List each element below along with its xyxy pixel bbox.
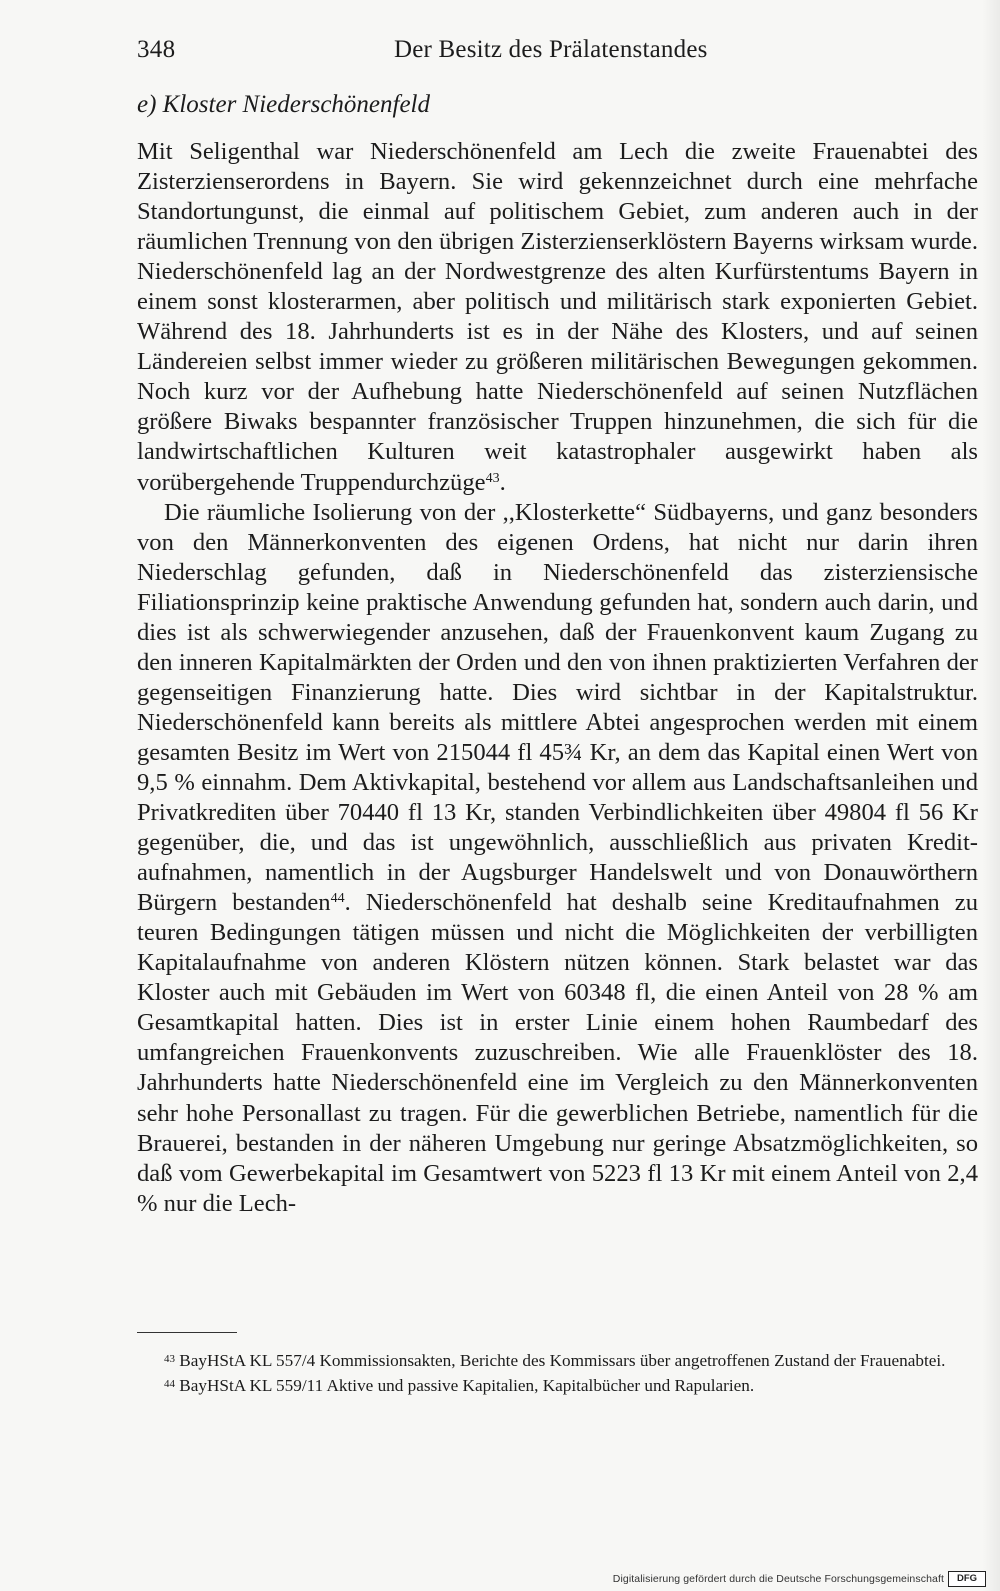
footnote-text: BayHStA KL 557/4 Kommissionsakten, Berichte des Kommissars über angetroffenen Zustand der Frauenabtei. xyxy=(175,1351,946,1370)
footnote xyxy=(137,1348,978,1373)
dfg-logo: DFG xyxy=(948,1571,986,1587)
footnote-separator xyxy=(137,1332,237,1333)
body-text xyxy=(137,137,978,1219)
page-number: 348 xyxy=(137,36,176,63)
paragraph-text-continued: . Niederschönenfeld hat deshalb seine Kreditaufnahmen zu teuren Bedingungen tätigen müssen und nicht die Möglichkeiten der verbilligten Kapitalaufnahme von anderen Klöstern nützen können. Stark belastet war das Kloster auch mit Gebäuden im Wert von 60348 fl, die einen Anteil von 28 % am Gesamtkapital hatten. Dies ist in erster Linie einem hohen Raumbedarf des umfangreichen Frauenkonvents zuzuschreiben. Wie alle Frauenklöster des 18. Jahrhunderts hatte Niederschönenfeld eine im Vergleich zu den Männerkonventen sehr hohe Personallast zu tragen. Für die gewerblichen Betriebe, namentlich für die Brauerei, bestanden in der näheren Umgebung nur geringe Absatzmöglichkeiten, so daß vom Gewerbekapital im Gesamtwert von 5223 fl 13 Kr mit einem Anteil von 2,4 % nur die Lech- xyxy=(137,889,978,1217)
footnote-number: 44 xyxy=(164,1378,175,1390)
paragraph xyxy=(137,498,978,1219)
digitization-notice: Digitalisierung gefördert durch die Deutsche Forschungsgemeinschaft xyxy=(612,1573,944,1585)
footnote-reference: 43 xyxy=(485,470,500,486)
footnote-number: 43 xyxy=(164,1353,175,1365)
section-heading: e) Kloster Niederschönenfeld xyxy=(137,91,430,118)
paragraph-text: Mit Seligenthal war Niederschönenfeld am Lech die zweite Frauenabtei des Zisterzienserordens in Bayern. Sie wird gekennzeichnet durch eine mehrfache Standortungunst, die einmal auf politischem Gebiet, zum anderen auch in der räumlichen Trennung von den übrigen Zisterzienserklöstern Bayerns wirksam wurde. Niederschönenfeld lag an der Nordwestgrenze des alten Kurfürstentums Bayern in einem sonst klosterarmen, aber politisch und militärisch stark exponierten Gebiet. Während des 18. Jahrhunderts ist es in der Nähe des Klosters, und auf seinen Ländereien selbst immer wieder zu größeren militärischen Bewegungen gekommen. Noch kurz vor der Aufhebung hatte Niederschönenfeld auf seinen Nutzflächen größere Biwaks bespannter französischer Truppen hinzunehmen, die sich für die landwirtschaftlichen Kulturen weit katastrophaler ausgewirkt haben als vorübergehende Truppendurchzüge xyxy=(137,138,978,496)
footnotes xyxy=(137,1348,978,1398)
footnote-reference: 44 xyxy=(330,891,345,907)
paragraph-text-end: . xyxy=(499,468,506,496)
running-head: Der Besitz des Prälatenstandes xyxy=(394,36,708,63)
paragraph-text: Die räumliche Isolierung von der ,,Klosterkette“ Südbayerns, und ganz besonders von den Männerkonventen des eigenen Ordens, hat nicht nur darin ihren Niederschlag gefunden, daß in Niederschönenfeld das zisterziensische Filiationsprinzip keine praktische Anwendung gefunden hat, sondern auch darin, und dies ist als schwerwiegender anzusehen, daß der Frauenkonvent kaum Zugang zu den inneren Kapitalmärkten der Orden und den von ihnen praktizierten Verfahren der gegenseitigen Finanzierung hatte. Dies wird sichtbar in der Kapitalstruktur. Niederschönenfeld kann bereits als mittlere Abtei angesprochen werden mit einem gesamten Besitz im Wert von 215044 fl 45¾ Kr, an dem das Kapital einen Wert von 9,5 % einnahm. Dem Aktivkapital, bestehend vor allem aus Landschaftsanleihen und Privatkrediten über 70440 fl 13 Kr, standen Verbindlichkeiten über 49804 fl 56 Kr gegenüber, die, und das ist ungewöhnlich, ausschließlich aus privaten Kreditaufnahmen, namentlich in der Augsburger Handelswelt und von Donauwörthern Bürgern bestanden xyxy=(137,498,978,917)
page-edge-shadow xyxy=(982,0,1000,1591)
footnote xyxy=(137,1373,978,1398)
paragraph xyxy=(137,137,978,498)
footnote-text: BayHStA KL 559/11 Aktive und passive Kapitalien, Kapitalbücher und Rapularien. xyxy=(175,1376,755,1395)
